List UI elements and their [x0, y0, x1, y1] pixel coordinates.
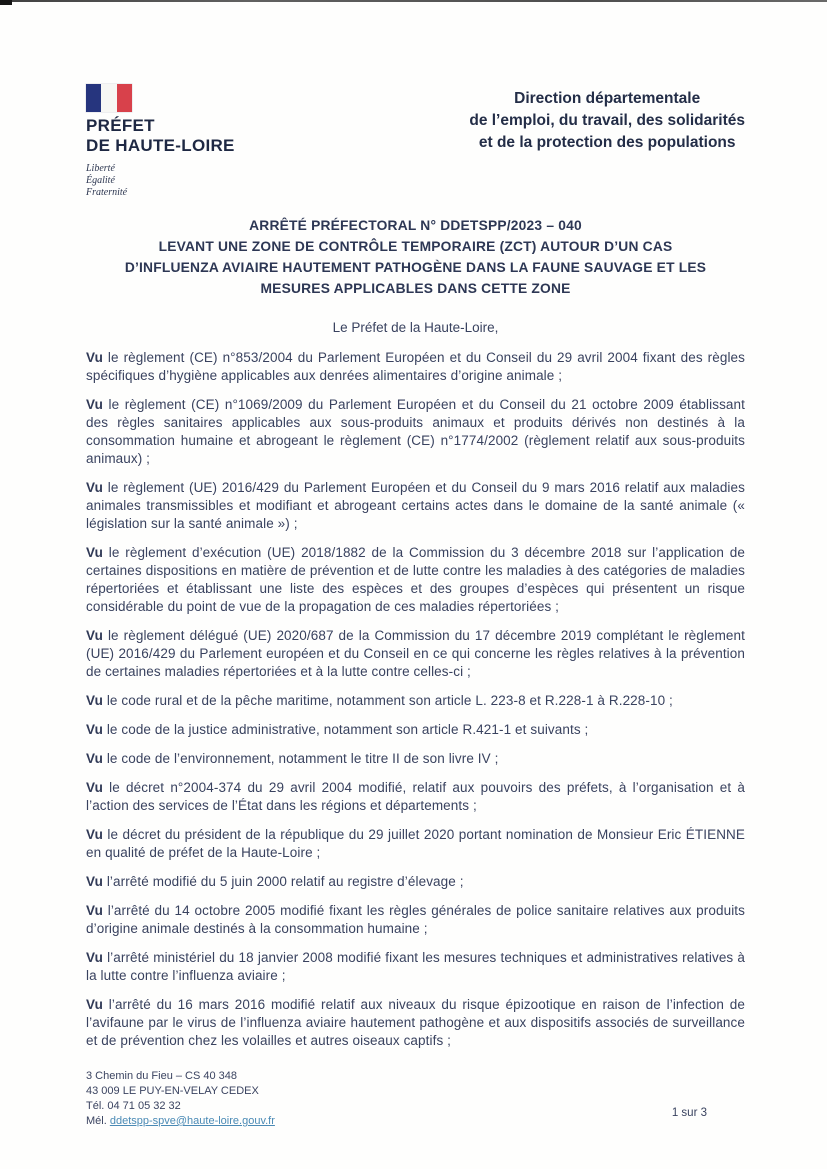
vu-text: le règlement (CE) n°853/2004 du Parlement Européen et du Conseil du 29 avril 2004 fixant des règles spécifiques d’hygiène applicables aux denrées alimentaires d’origine animale ;: [86, 350, 745, 383]
vu-lead: Vu: [86, 350, 103, 365]
vu-lead: Vu: [86, 751, 103, 766]
vu-lead: Vu: [86, 950, 103, 965]
footer-address-block: [86, 1069, 275, 1129]
vu-lead: Vu: [86, 693, 103, 708]
vu-text: l’arrêté ministériel du 18 janvier 2008 modifié fixant les mesures techniques et administratives relatives à la lutte contre l’influenza aviaire ;: [86, 950, 745, 983]
vu-text: le règlement (UE) 2016/429 du Parlement Européen et du Conseil du 9 mars 2016 relatif aux maladies animales transmissibles et modifiant et abrogeant certains actes dans le domaine de la santé animale (« législation sur la santé animale ») ;: [86, 480, 745, 531]
vu-paragraph: [86, 902, 745, 938]
vu-paragraph: [86, 479, 745, 533]
footer-address-line1: 3 Chemin du Fieu – CS 40 348: [86, 1070, 238, 1082]
vu-lead: Vu: [86, 480, 103, 495]
vu-lead: Vu: [86, 874, 103, 889]
vu-text: le code de l’environnement, notamment le titre II de son livre IV ;: [106, 751, 499, 766]
footer-email-label: Mél.: [86, 1115, 110, 1127]
footer-phone: Tél. 04 71 05 32 32: [86, 1100, 181, 1112]
vu-paragraph: [86, 949, 745, 985]
vu-text: l’arrêté du 14 octobre 2005 modifié fixant les règles générales de police sanitaire relatives aux produits d’origine animale destinés à la consommation humaine ;: [86, 903, 745, 936]
vu-paragraph: [86, 396, 745, 468]
motto-fraternite: Fraternité: [86, 187, 128, 198]
vu-lead: Vu: [86, 628, 103, 643]
vu-text: le règlement délégué (UE) 2020/687 de la Commission du 17 décembre 2019 complétant le règlement (UE) 2016/429 du Parlement européen et du Conseil en ce qui concerne les règles relatives à la prévention de certaines maladies répertoriées et à la lutte contre celles-ci ;: [86, 628, 745, 679]
vu-lead: Vu: [86, 780, 103, 795]
scan-artifact-corner: [0, 0, 12, 5]
french-flag-icon: [86, 84, 132, 112]
flag-stripe-blue: [86, 84, 101, 112]
vu-text: le code de la justice administrative, notamment son article R.421-1 et suivants ;: [106, 722, 589, 737]
vu-text: le code rural et de la pêche maritime, notamment son article L. 223-8 et R.228-1 à R.228-10 ;: [106, 693, 673, 708]
vu-lead: Vu: [86, 903, 103, 918]
prefecture-logo: [86, 84, 316, 199]
footer-address-line2: 43 009 LE PUY-EN-VELAY CEDEX: [86, 1085, 259, 1097]
motto-egalite: Égalité: [86, 175, 115, 186]
title-line-1: ARRÊTÉ PRÉFECTORAL N° DDETSPP/2023 – 040: [249, 218, 582, 233]
vu-paragraph: [86, 627, 745, 681]
vu-lead: Vu: [86, 827, 103, 842]
title-line-3: D’INFLUENZA AVIAIRE HAUTEMENT PATHOGÈNE DANS LA FAUNE SAUVAGE ET LES: [124, 260, 707, 275]
vu-paragraph: [86, 721, 745, 739]
flag-stripe-red: [117, 84, 132, 112]
footer-email-line: [86, 1114, 275, 1129]
republic-motto: [86, 163, 316, 199]
title-line-4: MESURES APPLICABLES DANS CETTE ZONE: [260, 281, 571, 296]
vu-paragraph: [86, 826, 745, 862]
logo-title-line2: DE HAUTE-LOIRE: [86, 136, 235, 155]
direction-line-1: Direction départementale: [514, 90, 701, 107]
scan-artifact-top: [0, 0, 827, 2]
motto-liberte: Liberté: [86, 163, 115, 174]
vu-lead: Vu: [86, 722, 103, 737]
title-line-2: LEVANT UNE ZONE DE CONTRÔLE TEMPORAIRE (ZCT) AUTOUR D’UN CAS: [158, 239, 673, 254]
vu-paragraph: [86, 692, 745, 710]
vu-text: l’arrêté du 16 mars 2016 modifié relatif aux niveaux du risque épizootique en raison de l’infection de l’avifaune par le virus de l’influenza aviaire hautement pathogène et aux dispositifs associés de surveillance et de prévention chez les volailles et autres oiseaux captifs ;: [86, 997, 745, 1048]
vu-lead: Vu: [86, 545, 103, 560]
vu-text: le décret du président de la république du 29 juillet 2020 portant nomination de Monsieur Eric ÉTIENNE en qualité de préfet de la Haute-Loire ;: [86, 827, 745, 860]
vu-text: le règlement (CE) n°1069/2009 du Parlement Européen et du Conseil du 21 octobre 2009 établissant des règles sanitaires applicables aux sous-produits animaux et produits dérivés non destinés à la consommation humaine et abrogeant le règlement (CE) n°1774/2002 (règlement relatif aux sous-produits animaux) ;: [86, 397, 745, 466]
vu-text: le règlement d’exécution (UE) 2018/1882 de la Commission du 3 décembre 2018 sur l’application de certaines dispositions en matière de prévention et de lutte contre les maladies à des catégories de maladies répertoriées et établissant une liste des espèces et des groupes d’espèces qui présentent un risque considérable du point de vue de la propagation de ces maladies répertoriées ;: [86, 545, 745, 614]
vu-lead: Vu: [86, 997, 103, 1012]
flag-stripe-white: [101, 84, 116, 112]
vu-paragraph: [86, 779, 745, 815]
direction-line-3: et de la protection des populations: [478, 134, 736, 151]
vu-text: le décret n°2004-374 du 29 avril 2004 modifié, relatif aux pouvoirs des préfets, à l’organisation et à l’action des services de l’État dans les régions et départements ;: [86, 780, 746, 813]
vu-paragraphs: [86, 349, 745, 1050]
document-title: [86, 215, 745, 299]
salutation: Le Préfet de la Haute-Loire,: [332, 320, 499, 335]
vu-lead: Vu: [86, 397, 103, 412]
logo-title-line1: PRÉFET: [86, 116, 155, 135]
vu-paragraph: [86, 750, 745, 768]
document-header: [86, 84, 745, 199]
direction-line-2: de l’emploi, du travail, des solidarités: [469, 112, 745, 129]
vu-paragraph: [86, 873, 745, 891]
email-link[interactable]: ddetspp-spve@haute-loire.gouv.fr: [109, 1115, 275, 1127]
page-number: 1 sur 3: [671, 1107, 707, 1119]
vu-text: l’arrêté modifié du 5 juin 2000 relatif au registre d’élevage ;: [106, 874, 464, 889]
vu-paragraph: [86, 996, 745, 1050]
vu-paragraph: [86, 349, 745, 385]
direction-departementale-header: [469, 88, 745, 154]
vu-paragraph: [86, 544, 745, 616]
